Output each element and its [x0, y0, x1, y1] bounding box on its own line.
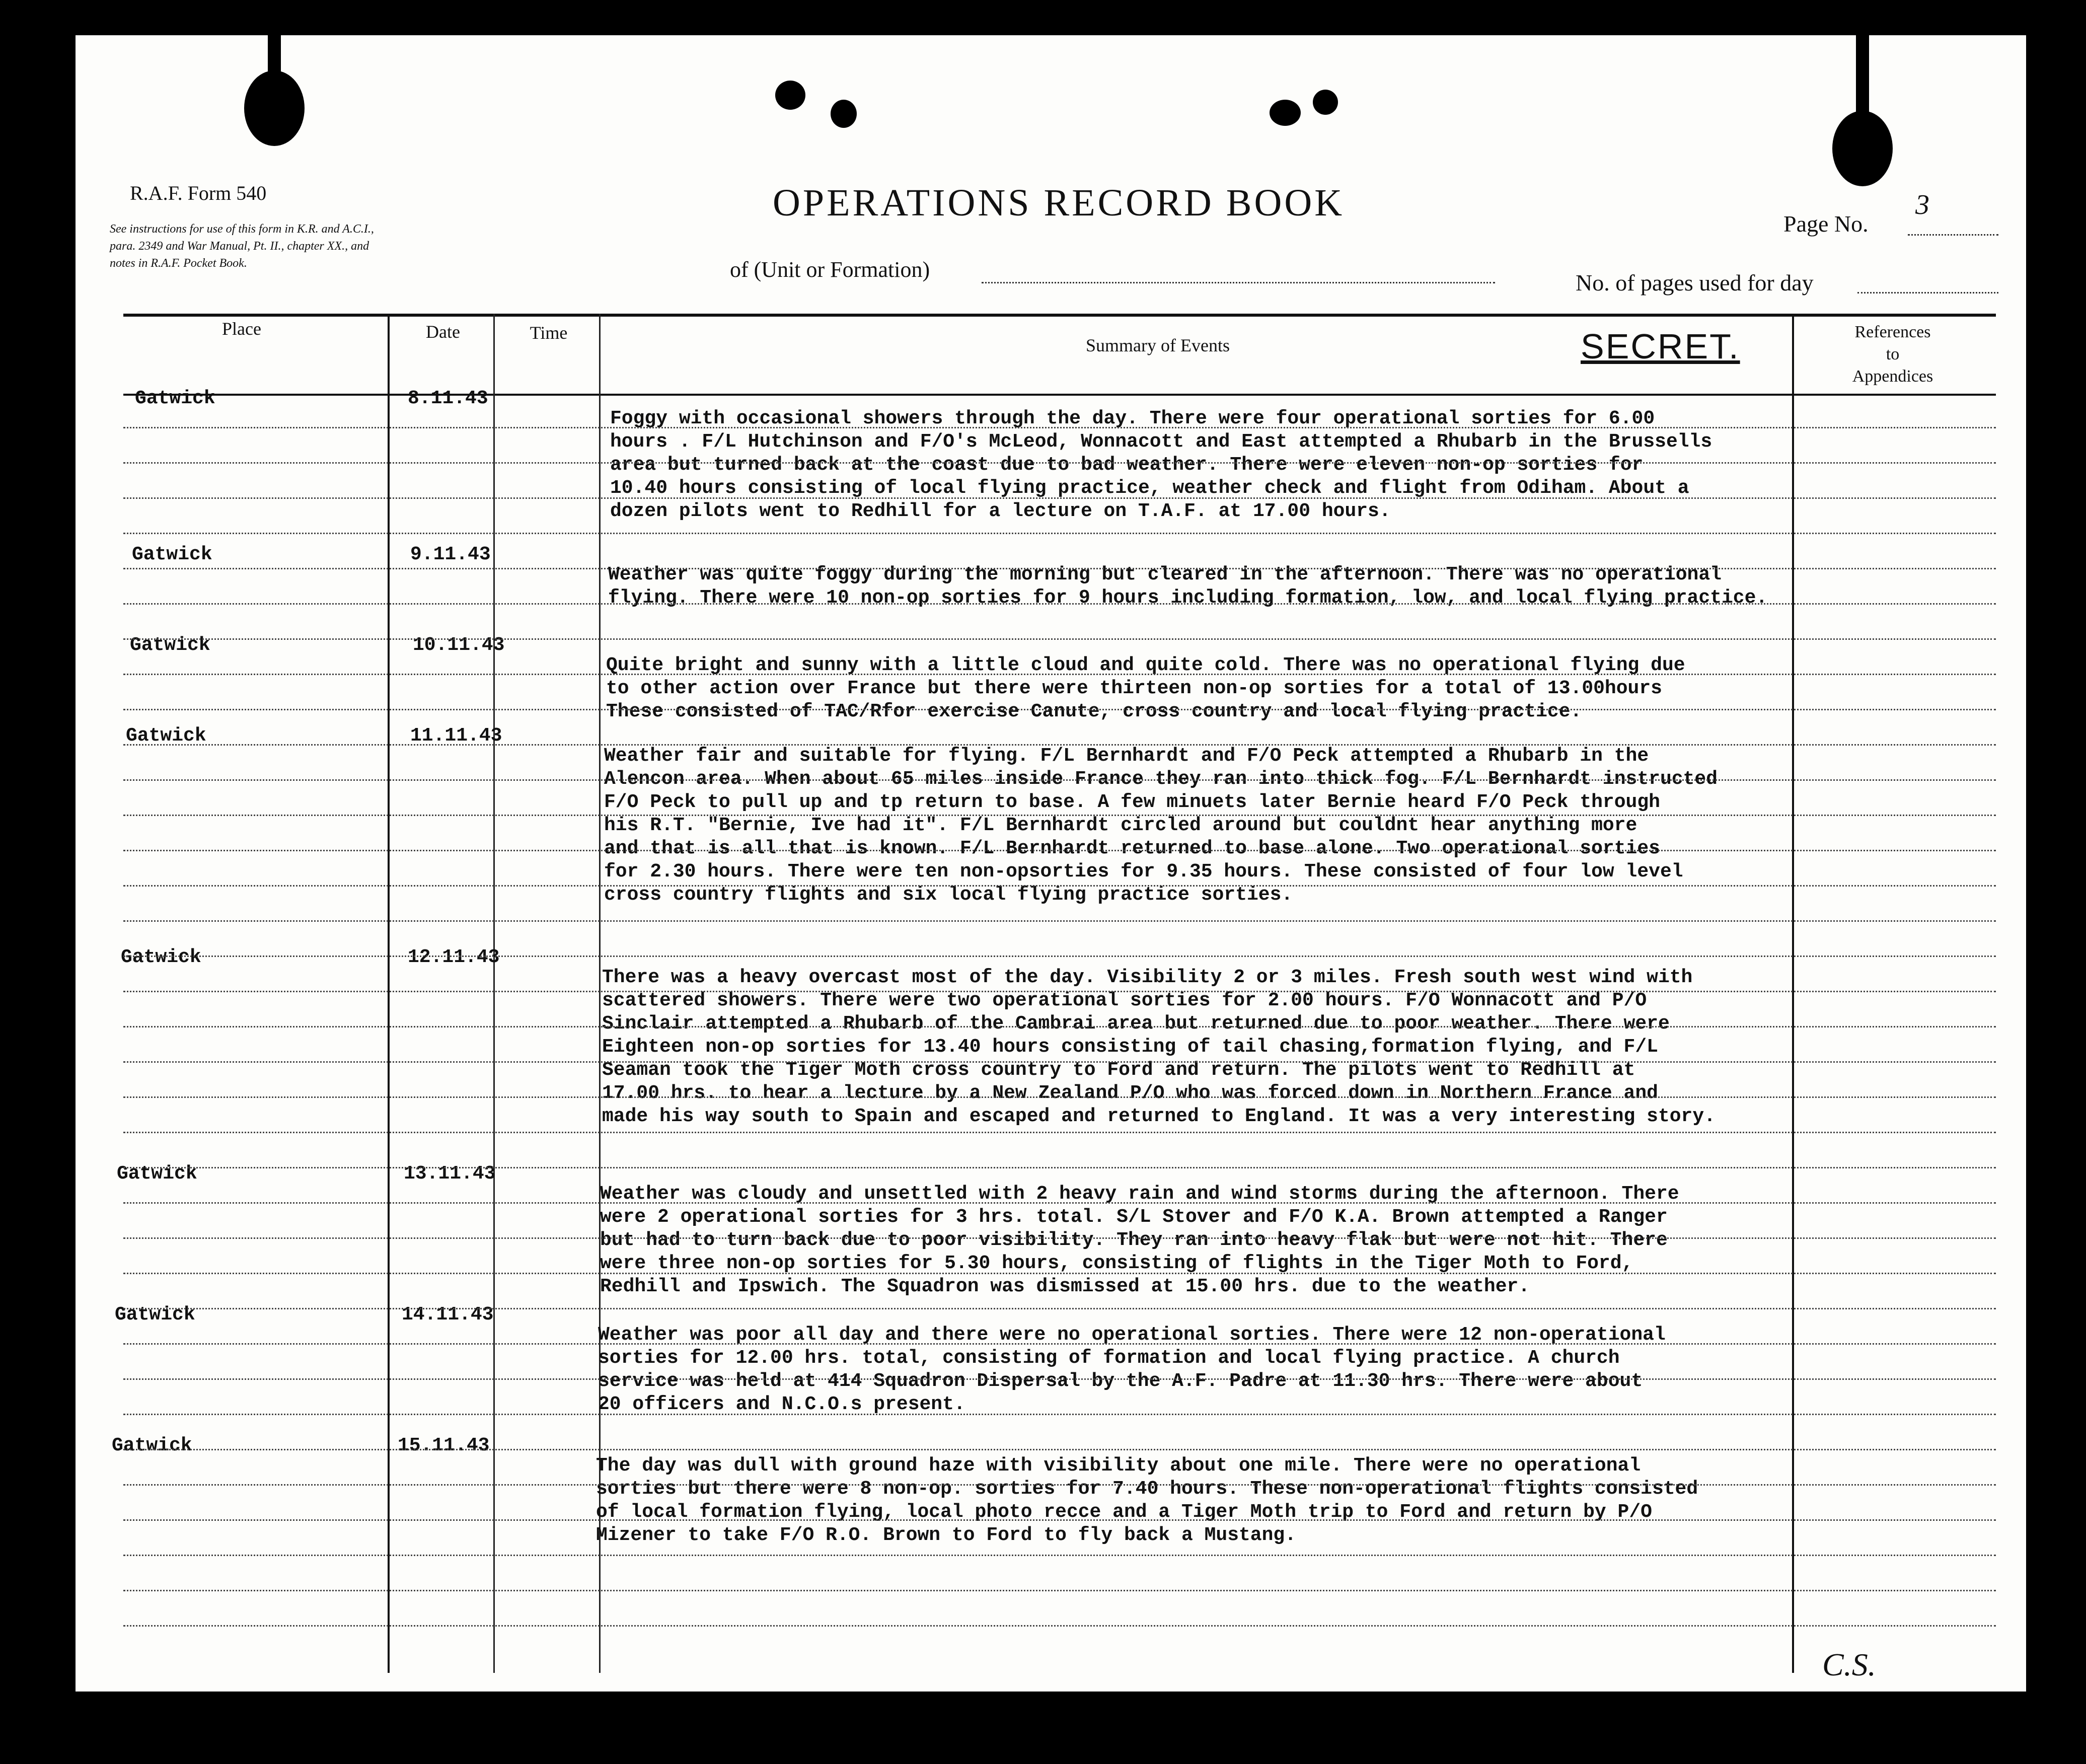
entry-summary-line: service was held at 414 Squadron Dispersal by the A.F. Padre at 11.30 hrs. There were about	[598, 1370, 1643, 1392]
entry-summary-line: cross country flights and six local flying practice sorties.	[604, 884, 1293, 906]
entry-place: Gatwick	[132, 544, 212, 565]
ruling-line	[123, 920, 1996, 922]
entry-summary-line: These consisted of TAC/Rfor exercise Canute, cross country and local flying practice.	[606, 701, 1582, 722]
column-header-time: Time	[530, 323, 568, 343]
page-number-label: Page No.	[1783, 211, 1869, 237]
binder-hole-left-slot	[268, 35, 281, 81]
entry-summary-line: scattered showers. There were two operational sorties for 2.00 hours. F/O Wonnacott and P/O	[602, 990, 1647, 1011]
entry-date: 15.11.43	[398, 1435, 490, 1456]
entry-summary-line: Weather fair and suitable for flying. F/L Bernhardt and F/O Peck attempted a Rhubarb in the	[604, 745, 1649, 767]
initials: C.S.	[1822, 1647, 1876, 1682]
ruling-line	[123, 1273, 1996, 1274]
header-bottom-border	[123, 394, 1996, 396]
ruling-line	[123, 1308, 1996, 1309]
column-divider	[493, 314, 495, 1673]
ruling-line	[123, 956, 1996, 957]
entry-place: Gatwick	[112, 1435, 192, 1456]
entry-summary-line: F/O Peck to pull up and tp return to base. A few minuets later Bernie heard F/O Peck through	[604, 791, 1660, 813]
ruling-line	[123, 603, 1996, 605]
ruling-line	[123, 1555, 1996, 1556]
entry-summary-line: Alencon area. When about 65 miles inside France they ran into thick fog. F/L Bernhardt instructed	[604, 768, 1718, 790]
entry-summary-line: Sinclair attempted a Rhubarb of the Cambrai area but returned due to poor weather. There were	[602, 1013, 1670, 1035]
table-top-border	[123, 314, 1996, 317]
ruling-line	[123, 1202, 1996, 1204]
ruling-line	[123, 533, 1996, 534]
entry-date: 14.11.43	[402, 1304, 494, 1326]
unit-field	[982, 282, 1495, 283]
column-header-summary: Summary of Events	[1086, 335, 1230, 355]
page-number: 3	[1915, 189, 1929, 220]
page-title: OPERATIONS RECORD BOOK	[773, 182, 1345, 224]
references-line: to	[1886, 345, 1900, 363]
ruling-line	[123, 1132, 1996, 1133]
ruling-line	[123, 1449, 1996, 1450]
instructions-line: para. 2349 and War Manual, Pt. II., chapter XX., and	[110, 240, 369, 253]
ruling-line	[123, 497, 1996, 499]
column-divider	[1792, 314, 1794, 1673]
entry-summary-line: and that is all that is known. F/L Bernhardt returned to base alone. Two operational sorties	[604, 838, 1660, 859]
ruling-line	[123, 1625, 1996, 1627]
entry-summary-line: Foggy with occasional showers through the day. There were four operational sorties for 6.00	[610, 408, 1655, 429]
entry-summary-line: Eighteen non-op sorties for 13.40 hours consisting of tail chasing,formation flying, and F/L	[602, 1036, 1658, 1058]
ruling-line	[123, 991, 1996, 992]
entry-summary-line: Weather was poor all day and there were no operational sorties. There were 12 non-operational	[598, 1324, 1666, 1346]
entry-summary-line: made his way south to Spain and escaped and returned to England. It was a very interesting story.	[602, 1106, 1716, 1127]
column-header-references	[1797, 321, 1988, 388]
entry-place: Gatwick	[135, 388, 215, 409]
entry-summary-line: Quite bright and sunny with a little cloud and quite cold. There was no operational flying due	[606, 654, 1685, 676]
entry-place: Gatwick	[115, 1304, 195, 1326]
entry-summary-line: Weather was cloudy and unsettled with 2 heavy rain and wind storms during the afternoon. There	[600, 1183, 1679, 1205]
entry-summary-line: dozen pilots went to Redhill for a lecture on T.A.F. at 17.00 hours.	[610, 500, 1391, 522]
entry-summary-line: but had to turn back due to poor visibility. They ran into heavy flak but were not hit. There	[600, 1229, 1668, 1251]
punch-hole	[775, 81, 805, 110]
ruling-line	[123, 1484, 1996, 1486]
entry-summary-line: Seaman took the Tiger Moth cross country to Ford and return. The pilots went to Redhill at	[602, 1059, 1635, 1081]
ruling-line	[123, 638, 1996, 640]
ruling-line	[123, 1519, 1996, 1521]
ruling-line	[123, 462, 1996, 464]
references-line: References	[1854, 323, 1931, 341]
entry-summary-line: for 2.30 hours. There were ten non-opsorties for 9.35 hours. These consisted of four low level	[604, 861, 1683, 883]
ruling-line	[123, 1590, 1996, 1591]
ruling-line	[123, 1237, 1996, 1239]
binder-hole-left	[244, 70, 305, 146]
ruling-line	[123, 850, 1996, 851]
ruling-line	[123, 427, 1996, 428]
entry-summary-line: The day was dull with ground haze with visibility about one mile. There were no operational	[596, 1455, 1641, 1477]
entry-summary-line: were three non-op sorties for 5.30 hours, consisting of flights in the Tiger Moth to Ford,	[600, 1253, 1633, 1274]
ruling-line	[123, 1414, 1996, 1415]
ruling-line	[123, 1343, 1996, 1345]
entry-summary-line: to other action over France but there were thirteen non-op sorties for a total of 13.00hours	[606, 678, 1662, 699]
entry-place: Gatwick	[121, 946, 201, 968]
entry-date: 13.11.43	[404, 1163, 496, 1185]
instructions-line: See instructions for use of this form in K.R. and A.C.I.,	[110, 223, 374, 236]
ruling-line	[123, 885, 1996, 887]
record-sheet	[76, 35, 2026, 1692]
unit-label: of (Unit or Formation)	[730, 257, 930, 282]
ruling-line	[123, 744, 1996, 746]
ruling-line	[123, 779, 1996, 781]
ruling-line	[123, 1026, 1996, 1027]
entry-date: 12.11.43	[408, 946, 500, 968]
page-number-field	[1908, 234, 1998, 236]
ruling-line	[123, 1167, 1996, 1168]
entry-place: Gatwick	[130, 634, 210, 656]
pages-used-field	[1857, 292, 1998, 293]
ruling-line	[123, 815, 1996, 816]
entry-summary-line: were 2 operational sorties for 3 hrs. total. S/L Stover and F/O K.A. Brown attempted a Ranger	[600, 1206, 1668, 1228]
entry-summary-line: Mizener to take F/O R.O. Brown to Ford to fly back a Mustang.	[596, 1524, 1297, 1546]
instructions-line: notes in R.A.F. Pocket Book.	[110, 257, 247, 270]
ruling-line	[123, 1061, 1996, 1063]
entry-summary-line: Redhill and Ipswich. The Squadron was dismissed at 15.00 hrs. due to the weather.	[600, 1276, 1530, 1297]
ruling-line	[123, 709, 1996, 710]
form-instructions	[110, 220, 374, 272]
references-line: Appendices	[1852, 367, 1933, 386]
punch-hole	[1313, 90, 1338, 115]
entry-place: Gatwick	[117, 1163, 197, 1185]
entry-summary-line: his R.T. "Bernie, Ive had it". F/L Bernhardt circled around but couldnt hear anything more	[604, 815, 1637, 836]
entry-summary-line: There was a heavy overcast most of the day. Visibility 2 or 3 miles. Fresh south west wind with	[602, 967, 1693, 988]
entry-summary-line: 10.40 hours consisting of local flying practice, weather check and flight from Odiham. About a	[610, 477, 1689, 499]
entry-summary-line: sorties but there were 8 non-op. sorties for 7.40 hours. These non-operational flights consisted	[596, 1478, 1698, 1500]
entry-date: 9.11.43	[410, 544, 491, 565]
entry-summary-line: flying. There were 10 non-op sorties for 9 hours including formation, low, and local flying practice.	[608, 587, 1768, 609]
entry-date: 11.11.43	[410, 725, 502, 747]
ruling-line	[123, 674, 1996, 675]
form-number: R.A.F. Form 540	[130, 182, 267, 204]
punch-hole	[831, 100, 857, 128]
entry-summary-line: 17.00 hrs. to hear a lecture by a New Zealand P/O who was forced down in Northern France and	[602, 1082, 1658, 1104]
ruling-line	[123, 1096, 1996, 1098]
entry-summary-line: Weather was quite foggy during the morning but cleared in the afternoon. There was no operational	[608, 564, 1722, 585]
entry-date: 8.11.43	[408, 388, 488, 409]
column-header-place: Place	[222, 319, 261, 339]
column-divider	[388, 314, 390, 1673]
entry-summary-line: hours . F/L Hutchinson and F/O's McLeod, Wonnacott and East attempted a Rhubarb in the Brussells	[610, 431, 1712, 453]
ruling-line	[123, 1378, 1996, 1380]
binder-hole-right-slot	[1856, 35, 1869, 126]
entry-summary-line: of local formation flying, local photo recce and a Tiger Moth trip to Ford and return by P/O	[596, 1501, 1652, 1523]
entry-place: Gatwick	[126, 725, 206, 747]
entry-summary-line: sorties for 12.00 hrs. total, consisting of formation and local flying practice. A church	[598, 1347, 1620, 1369]
pages-used-label: No. of pages used for day	[1576, 270, 1814, 296]
entry-summary-line: 20 officers and N.C.O.s present.	[598, 1393, 965, 1415]
punch-hole	[1270, 100, 1301, 126]
secret-stamp: SECRET.	[1581, 327, 1740, 366]
ruling-line	[123, 568, 1996, 569]
entry-summary-line: area but turned back at the coast due to bad weather. There were eleven non-op sorties for	[610, 454, 1644, 476]
column-header-date: Date	[426, 322, 460, 342]
entry-date: 10.11.43	[413, 634, 505, 656]
